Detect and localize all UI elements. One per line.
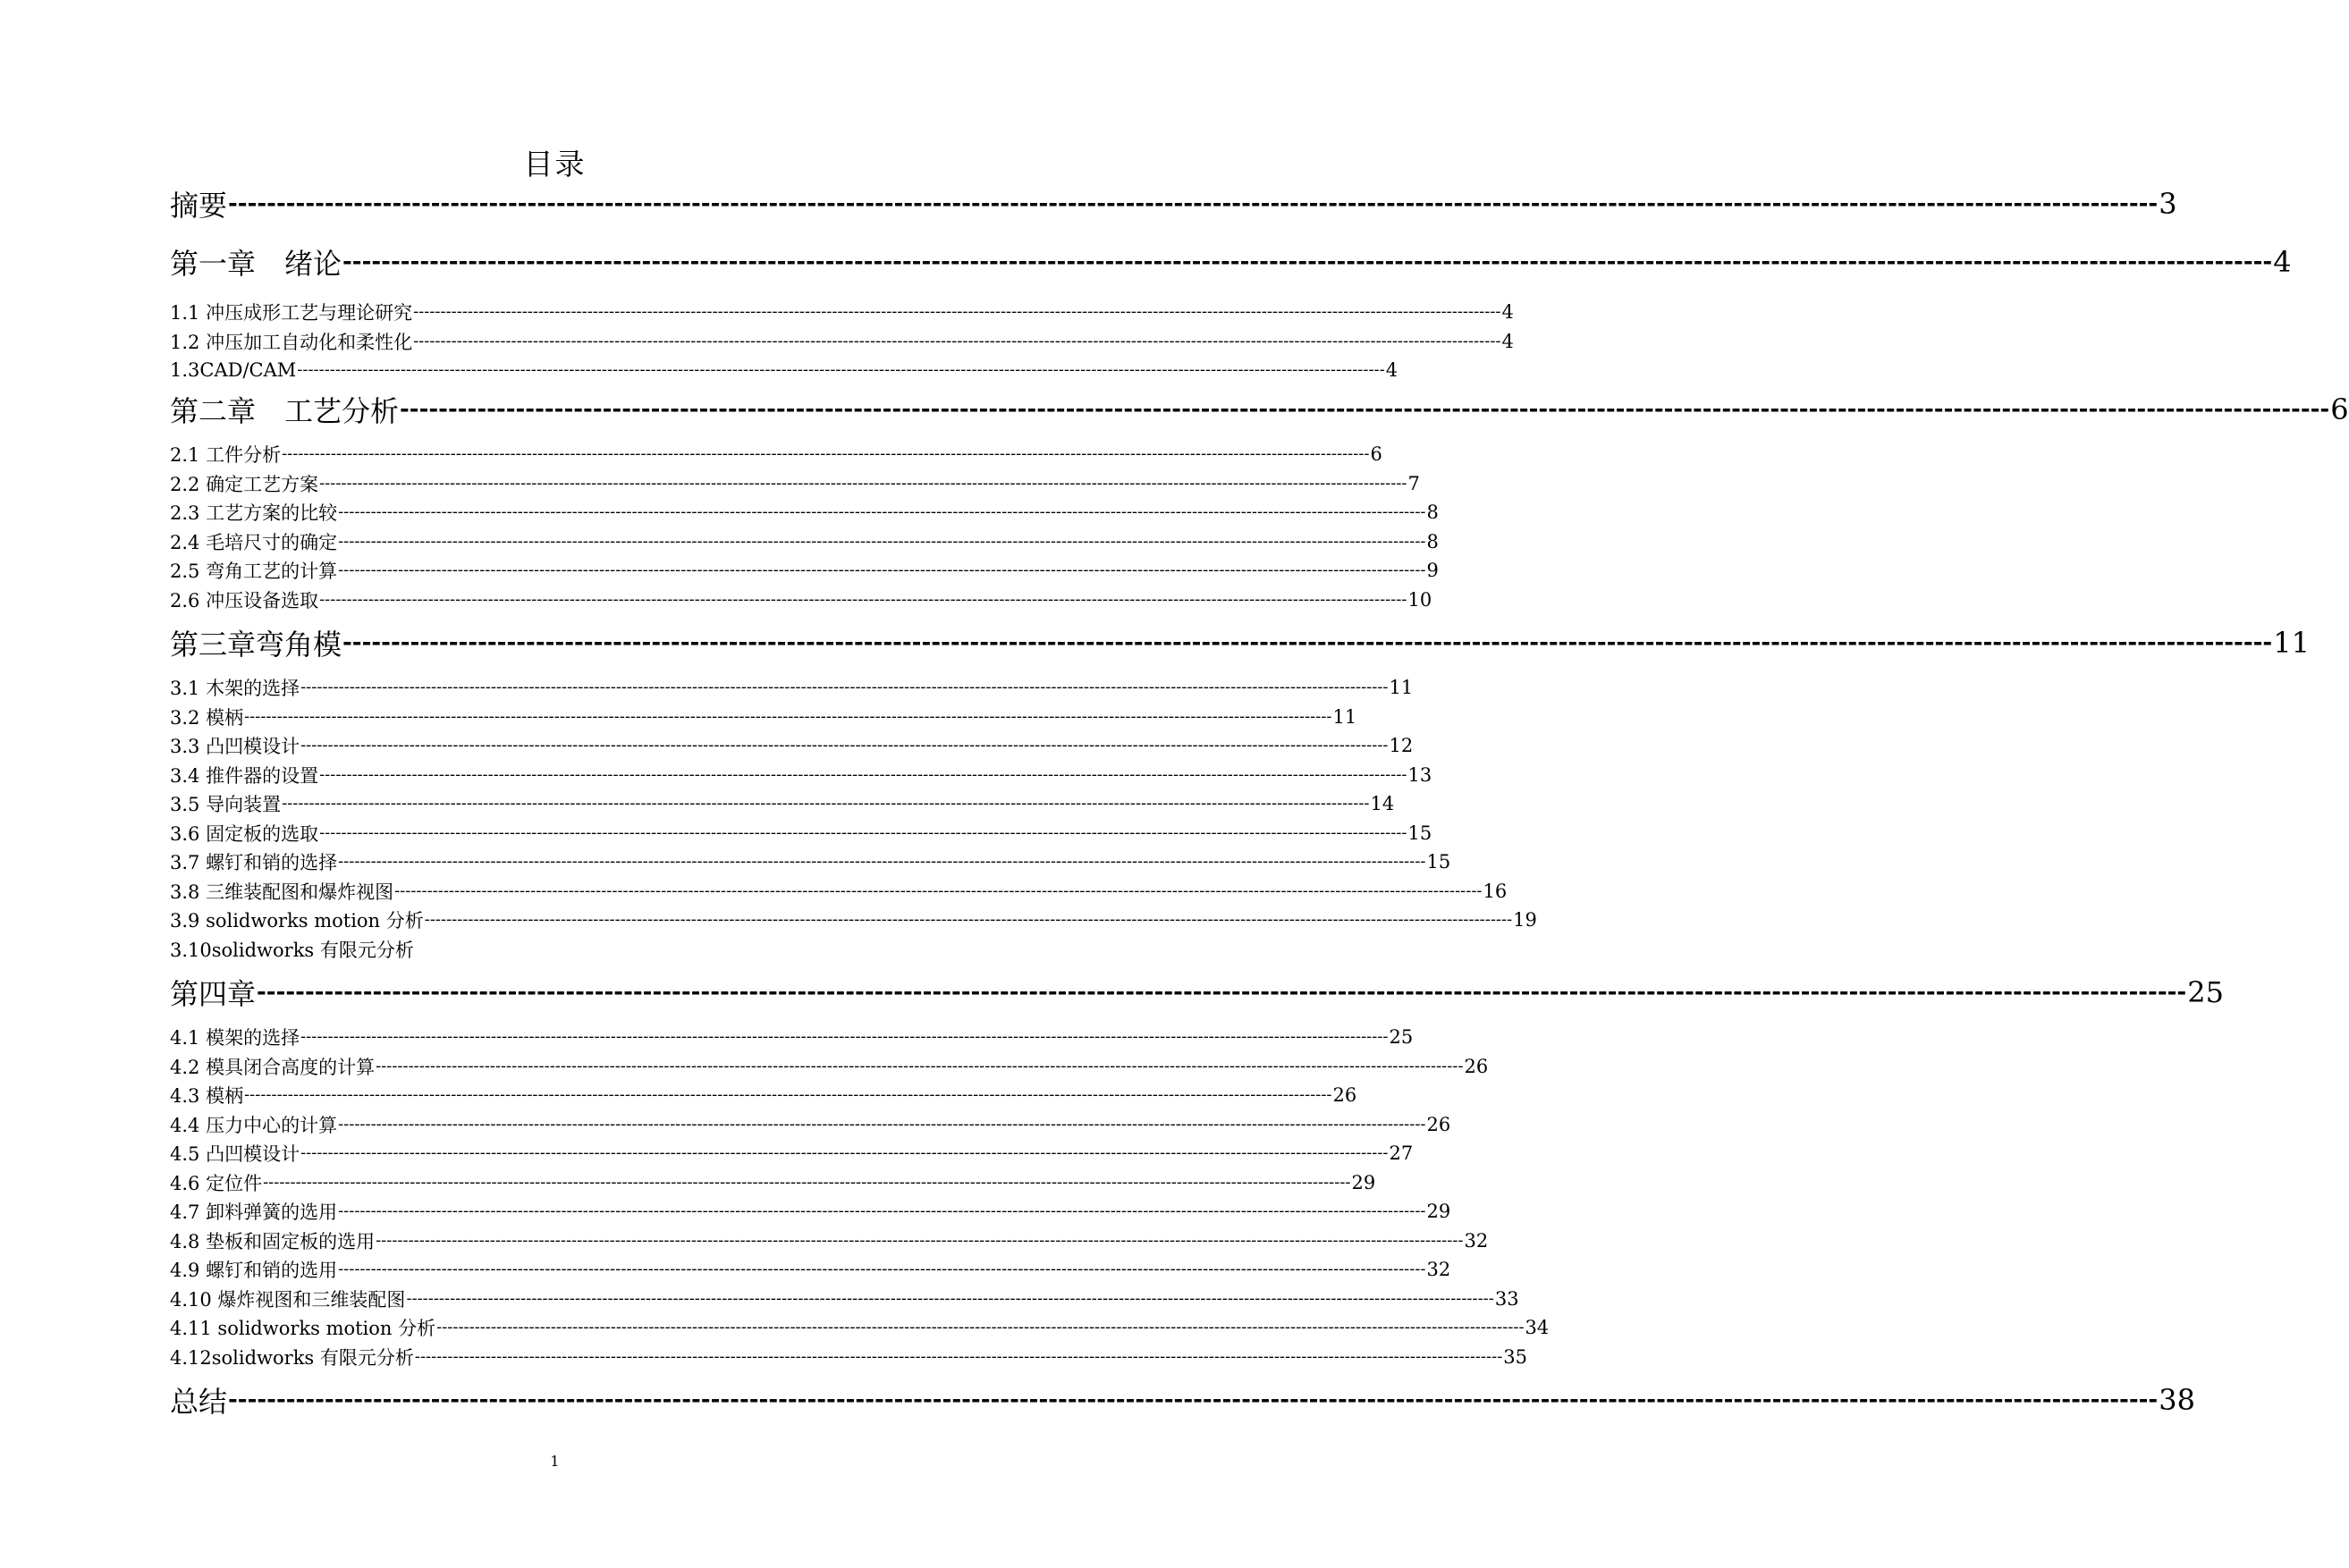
toc-dot-leader: -------------------------------------------------------------------------------------------------------------------------------------------------------------------------------------------------------- xyxy=(300,678,1389,696)
toc-dot-leader: -------------------------------------------------------------------------------------------------------------------------------------------------------------------------------------------------------- xyxy=(228,1387,2159,1413)
toc-dot-leader: -------------------------------------------------------------------------------------------------------------------------------------------------------------------------------------------------------- xyxy=(400,396,2330,423)
toc-dot-leader: -------------------------------------------------------------------------------------------------------------------------------------------------------------------------------------------------------- xyxy=(338,1115,1426,1134)
toc-dot-leader: -------------------------------------------------------------------------------------------------------------------------------------------------------------------------------------------------------- xyxy=(228,190,2159,217)
toc-page-number: 14 xyxy=(1370,793,1395,814)
toc-page-number: 32 xyxy=(1464,1230,1489,1252)
toc-page-number: 11 xyxy=(2273,626,2310,660)
toc-dot-leader: -------------------------------------------------------------------------------------------------------------------------------------------------------------------------------------------------------- xyxy=(244,1085,1332,1104)
toc-page-number: 8 xyxy=(1426,531,1439,552)
toc-entry-label: 1.1 冲压成形工艺与理论研究 xyxy=(170,302,413,324)
toc-page-number: 4 xyxy=(1501,301,1514,323)
toc-dot-leader: -------------------------------------------------------------------------------------------------------------------------------------------------------------------------------------------------------- xyxy=(319,590,1407,609)
toc-page-number: 12 xyxy=(1389,735,1414,756)
toc-page-number: 19 xyxy=(1513,909,1537,931)
toc-entry-label: 3.2 模柄 xyxy=(170,707,244,729)
toc-page-number: 26 xyxy=(1332,1084,1357,1106)
toc-chapter-entry[interactable] xyxy=(170,1382,2195,1419)
toc-page-number: 25 xyxy=(2187,975,2224,1009)
toc-entry-label: 总结 xyxy=(170,1385,228,1419)
toc-dot-leader: -------------------------------------------------------------------------------------------------------------------------------------------------------------------------------------------------------- xyxy=(338,561,1426,579)
toc-page-number: 11 xyxy=(1389,677,1414,698)
toc-entry-label: 4.9 螺钉和销的选用 xyxy=(170,1260,338,1281)
toc-dot-leader: -------------------------------------------------------------------------------------------------------------------------------------------------------------------------------------------------------- xyxy=(376,1231,1464,1250)
toc-page-number: 25 xyxy=(1389,1026,1414,1048)
toc-entry-label: 3.5 导向装置 xyxy=(170,794,282,815)
toc-chapter-entry[interactable] xyxy=(170,392,2349,428)
toc-entry-label: 第一章 绪论 xyxy=(170,247,342,281)
toc-section-entry[interactable] xyxy=(170,1339,1528,1375)
toc-page-number: 8 xyxy=(1426,502,1439,523)
toc-entry-label: 4.1 模架的选择 xyxy=(170,1027,300,1049)
toc-page-number: 26 xyxy=(1426,1114,1451,1135)
toc-entry-label: 3.8 三维装配图和爆炸视图 xyxy=(170,881,394,903)
toc-page-number: 27 xyxy=(1389,1142,1414,1164)
toc-page-number: 15 xyxy=(1407,822,1432,844)
toc-dot-leader: -------------------------------------------------------------------------------------------------------------------------------------------------------------------------------------------------------- xyxy=(342,249,2273,275)
toc-entry-label: 2.5 弯角工艺的计算 xyxy=(170,561,338,582)
toc-entry-label: 2.4 毛培尺寸的确定 xyxy=(170,532,338,553)
toc-page-number: 4 xyxy=(2273,245,2292,279)
toc-dot-leader: -------------------------------------------------------------------------------------------------------------------------------------------------------------------------------------------------------- xyxy=(319,765,1407,784)
toc-dot-leader: -------------------------------------------------------------------------------------------------------------------------------------------------------------------------------------------------------- xyxy=(300,1027,1389,1046)
toc-entry-label: 2.6 冲压设备选取 xyxy=(170,590,319,611)
toc-page-number: 35 xyxy=(1503,1346,1528,1368)
toc-dot-leader: -------------------------------------------------------------------------------------------------------------------------------------------------------------------------------------------------------- xyxy=(300,1143,1389,1162)
toc-page-number: 15 xyxy=(1426,851,1451,873)
toc-entry-label: 1.3CAD/CAM xyxy=(170,359,297,381)
toc-chapter-entry[interactable] xyxy=(170,974,2224,1011)
toc-entry-label: 2.1 工件分析 xyxy=(170,444,282,466)
toc-page-number: 3 xyxy=(2159,187,2177,221)
toc-entry-label: 2.2 确定工艺方案 xyxy=(170,474,319,495)
toc-entry-label: 第二章 工艺分析 xyxy=(170,394,400,428)
toc-dot-leader: -------------------------------------------------------------------------------------------------------------------------------------------------------------------------------------------------------- xyxy=(424,910,1513,929)
toc-entry-label: 4.10 爆炸视图和三维装配图 xyxy=(170,1289,406,1311)
toc-page-number: 26 xyxy=(1464,1056,1489,1077)
toc-entry-label: 4.12solidworks 有限元分析 xyxy=(170,1347,414,1369)
toc-dot-leader: -------------------------------------------------------------------------------------------------------------------------------------------------------------------------------------------------------- xyxy=(413,302,1501,321)
toc-dot-leader: -------------------------------------------------------------------------------------------------------------------------------------------------------------------------------------------------------- xyxy=(338,532,1426,551)
toc-dot-leader: -------------------------------------------------------------------------------------------------------------------------------------------------------------------------------------------------------- xyxy=(436,1318,1525,1336)
toc-chapter-entry[interactable] xyxy=(170,186,2177,223)
toc-dot-leader: -------------------------------------------------------------------------------------------------------------------------------------------------------------------------------------------------------- xyxy=(342,629,2273,656)
toc-entry-label: 3.1 木架的选择 xyxy=(170,678,300,699)
toc-page-number: 4 xyxy=(1501,331,1514,352)
toc-page-number: 6 xyxy=(2330,392,2349,426)
toc-page-number: 4 xyxy=(1385,359,1398,381)
toc-section-entry[interactable] xyxy=(170,582,1432,618)
toc-title: 目录 xyxy=(523,147,587,181)
toc-entry-label: 3.10solidworks 有限元分析 xyxy=(170,940,414,961)
toc-page-number: 16 xyxy=(1483,881,1508,902)
toc-page-number: 38 xyxy=(2159,1383,2195,1417)
toc-chapter-entry[interactable] xyxy=(170,625,2310,662)
toc-dot-leader: -------------------------------------------------------------------------------------------------------------------------------------------------------------------------------------------------------- xyxy=(394,881,1483,900)
toc-dot-leader: -------------------------------------------------------------------------------------------------------------------------------------------------------------------------------------------------------- xyxy=(406,1289,1494,1308)
toc-dot-leader: -------------------------------------------------------------------------------------------------------------------------------------------------------------------------------------------------------- xyxy=(338,502,1426,521)
toc-page-number: 34 xyxy=(1525,1317,1550,1338)
toc-page-number: 33 xyxy=(1494,1288,1519,1310)
toc-page-number: 10 xyxy=(1407,589,1432,611)
toc-entry-label: 3.4 推件器的设置 xyxy=(170,765,319,787)
toc-dot-leader: -------------------------------------------------------------------------------------------------------------------------------------------------------------------------------------------------------- xyxy=(414,1347,1503,1366)
toc-page-number: 29 xyxy=(1426,1201,1451,1222)
toc-entry-label: 4.11 solidworks motion 分析 xyxy=(170,1318,436,1339)
toc-entry-label: 3.9 solidworks motion 分析 xyxy=(170,910,424,932)
toc-section-entry[interactable] xyxy=(170,932,414,967)
toc-page-number: 32 xyxy=(1426,1259,1451,1280)
toc-dot-leader: -------------------------------------------------------------------------------------------------------------------------------------------------------------------------------------------------------- xyxy=(413,332,1501,350)
toc-entry-label: 4.5 凸凹模设计 xyxy=(170,1143,300,1165)
toc-dot-leader: -------------------------------------------------------------------------------------------------------------------------------------------------------------------------------------------------------- xyxy=(338,1201,1426,1220)
toc-dot-leader: -------------------------------------------------------------------------------------------------------------------------------------------------------------------------------------------------------- xyxy=(319,474,1407,493)
toc-dot-leader: -------------------------------------------------------------------------------------------------------------------------------------------------------------------------------------------------------- xyxy=(263,1173,1351,1192)
toc-dot-leader: -------------------------------------------------------------------------------------------------------------------------------------------------------------------------------------------------------- xyxy=(319,823,1407,842)
toc-entry-label: 4.6 定位件 xyxy=(170,1173,263,1194)
toc-entry-label: 4.7 卸料弹簧的选用 xyxy=(170,1201,338,1223)
toc-page-number: 7 xyxy=(1407,473,1420,494)
toc-entry-label: 1.2 冲压加工自动化和柔性化 xyxy=(170,332,413,353)
toc-entry-label: 4.2 模具闭合高度的计算 xyxy=(170,1057,376,1078)
toc-entry-label: 4.3 模柄 xyxy=(170,1085,244,1107)
toc-page-number: 13 xyxy=(1407,764,1432,786)
toc-dot-leader: -------------------------------------------------------------------------------------------------------------------------------------------------------------------------------------------------------- xyxy=(338,1260,1426,1278)
toc-entry-label: 3.6 固定板的选取 xyxy=(170,823,319,845)
toc-page-number: 29 xyxy=(1351,1172,1376,1193)
toc-entry-label: 第三章弯角模 xyxy=(170,628,342,662)
toc-entry-label: 4.4 压力中心的计算 xyxy=(170,1115,338,1136)
toc-dot-leader: -------------------------------------------------------------------------------------------------------------------------------------------------------------------------------------------------------- xyxy=(257,979,2187,1006)
toc-page-number: 6 xyxy=(1370,443,1382,465)
toc-dot-leader: -------------------------------------------------------------------------------------------------------------------------------------------------------------------------------------------------------- xyxy=(244,707,1332,726)
toc-dot-leader: -------------------------------------------------------------------------------------------------------------------------------------------------------------------------------------------------------- xyxy=(282,444,1370,463)
toc-dot-leader: -------------------------------------------------------------------------------------------------------------------------------------------------------------------------------------------------------- xyxy=(297,360,1385,379)
toc-entry-label: 摘要 xyxy=(170,189,228,223)
toc-entry-label: 2.3 工艺方案的比较 xyxy=(170,502,338,524)
toc-dot-leader: -------------------------------------------------------------------------------------------------------------------------------------------------------------------------------------------------------- xyxy=(300,736,1389,754)
toc-page-number: 11 xyxy=(1332,706,1357,728)
toc-section-entry[interactable] xyxy=(170,352,1398,388)
toc-entry-label: 3.7 螺钉和销的选择 xyxy=(170,852,338,873)
toc-page-number: 9 xyxy=(1426,560,1439,581)
toc-chapter-entry[interactable] xyxy=(170,244,2292,281)
toc-entry-label: 4.8 垫板和固定板的选用 xyxy=(170,1231,376,1252)
toc-entry-label: 第四章 xyxy=(170,977,257,1011)
toc-entry-label: 3.3 凸凹模设计 xyxy=(170,736,300,757)
page-number: 1 xyxy=(550,1453,560,1470)
toc-dot-leader: -------------------------------------------------------------------------------------------------------------------------------------------------------------------------------------------------------- xyxy=(338,852,1426,871)
toc-dot-leader: -------------------------------------------------------------------------------------------------------------------------------------------------------------------------------------------------------- xyxy=(282,794,1370,813)
toc-dot-leader: -------------------------------------------------------------------------------------------------------------------------------------------------------------------------------------------------------- xyxy=(376,1057,1464,1075)
